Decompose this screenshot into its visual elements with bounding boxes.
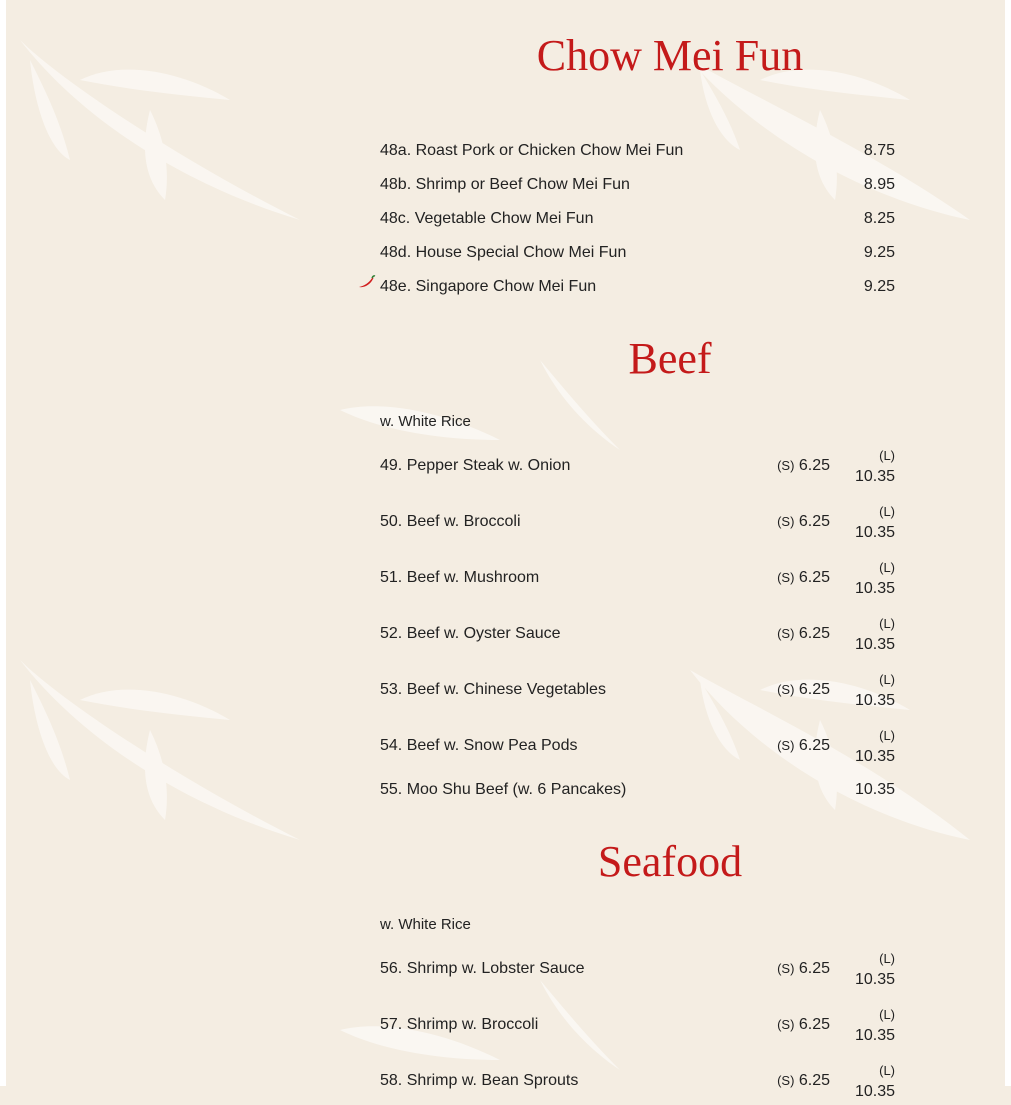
- large-price-group: [855, 949, 895, 991]
- large-size-label: (L): [879, 448, 895, 463]
- small-price-group: [777, 737, 830, 755]
- large-size-label: (L): [879, 728, 895, 743]
- section-title-seafood: Seafood: [597, 837, 743, 886]
- large-size-label: (L): [879, 504, 895, 519]
- large-price: 10.35: [854, 580, 895, 597]
- large-price: 10.35: [854, 1083, 895, 1100]
- large-price-group: [855, 726, 895, 768]
- menu-item[interactable]: [380, 558, 895, 602]
- chili-pepper-icon: [358, 274, 376, 290]
- item-name: 48d. House Special Chow Mei Fun: [380, 244, 627, 261]
- small-price: 6.25: [798, 737, 830, 754]
- menu-item[interactable]: [380, 949, 895, 993]
- large-price: 10.35: [854, 971, 895, 988]
- item-name: 51. Beef w. Mushroom: [380, 569, 540, 586]
- menu-item[interactable]: [380, 670, 895, 714]
- menu-item[interactable]: [380, 726, 895, 770]
- item-name: 52. Beef w. Oyster Sauce: [380, 625, 561, 642]
- large-price-group: [855, 1005, 895, 1047]
- large-price-group: [855, 502, 895, 544]
- item-price: 10.35: [854, 781, 895, 798]
- item-name: 53. Beef w. Chinese Vegetables: [380, 681, 606, 698]
- item-price: 8.25: [863, 210, 895, 227]
- menu-item[interactable]: [380, 1005, 895, 1049]
- small-price-group: [777, 625, 830, 643]
- large-price: 10.35: [854, 524, 895, 541]
- item-price: 9.25: [863, 278, 895, 295]
- item-name: 48c. Vegetable Chow Mei Fun: [380, 210, 594, 227]
- item-name: 58. Shrimp w. Bean Sprouts: [380, 1072, 579, 1089]
- small-price: 6.25: [798, 681, 830, 698]
- small-size-label: (S): [777, 738, 795, 753]
- large-price-group: [855, 1061, 895, 1103]
- small-size-label: (S): [777, 626, 795, 641]
- large-size-label: (L): [879, 1007, 895, 1022]
- small-size-label: (S): [777, 458, 795, 473]
- large-price: 10.35: [854, 1027, 895, 1044]
- item-name: 54. Beef w. Snow Pea Pods: [380, 737, 578, 754]
- small-price-group: [777, 569, 830, 587]
- small-price-group: [777, 513, 830, 531]
- large-price-group: [855, 446, 895, 488]
- section-title-chow-mei-fun: Chow Mei Fun: [536, 31, 804, 80]
- item-name: 48b. Shrimp or Beef Chow Mei Fun: [380, 176, 630, 193]
- small-price-group: [777, 960, 830, 978]
- item-price: 8.75: [863, 142, 895, 159]
- menu-item[interactable]: [380, 614, 895, 658]
- small-size-label: (S): [777, 1073, 795, 1088]
- item-name: 48e. Singapore Chow Mei Fun: [380, 278, 597, 295]
- item-name: 48a. Roast Pork or Chicken Chow Mei Fun: [380, 142, 684, 159]
- item-price: 8.95: [863, 176, 895, 193]
- leaf-cluster-bottom-left: [20, 660, 300, 840]
- large-price: 10.35: [854, 748, 895, 765]
- small-price: 6.25: [798, 1072, 830, 1089]
- large-size-label: (L): [879, 560, 895, 575]
- item-name: 57. Shrimp w. Broccoli: [380, 1016, 539, 1033]
- small-price: 6.25: [798, 513, 830, 530]
- item-name: 56. Shrimp w. Lobster Sauce: [380, 960, 585, 977]
- small-price: 6.25: [798, 625, 830, 642]
- large-price: 10.35: [854, 468, 895, 485]
- item-name: 55. Moo Shu Beef (w. 6 Pancakes): [380, 781, 627, 798]
- small-price: 6.25: [798, 569, 830, 586]
- small-size-label: (S): [777, 682, 795, 697]
- small-price-group: [777, 457, 830, 475]
- large-size-label: (L): [879, 616, 895, 631]
- large-size-label: (L): [879, 951, 895, 966]
- small-size-label: (S): [777, 570, 795, 585]
- section-title-beef: Beef: [628, 334, 712, 383]
- large-size-label: (L): [879, 672, 895, 687]
- menu-item[interactable]: [380, 502, 895, 546]
- large-size-label: (L): [879, 1063, 895, 1078]
- small-price-group: [777, 681, 830, 699]
- large-price-group: [855, 558, 895, 600]
- small-size-label: (S): [777, 961, 795, 976]
- section-note: w. White Rice: [380, 413, 471, 430]
- menu-item[interactable]: [380, 446, 895, 490]
- item-price: 9.25: [863, 244, 895, 261]
- small-price: 6.25: [798, 960, 830, 977]
- menu-item[interactable]: [380, 1061, 895, 1105]
- leaf-cluster-top-right: [690, 60, 970, 220]
- small-price: 6.25: [798, 457, 830, 474]
- large-price: 10.35: [854, 692, 895, 709]
- item-name: 50. Beef w. Broccoli: [380, 513, 521, 530]
- section-note: w. White Rice: [380, 916, 471, 933]
- small-price-group: [777, 1016, 830, 1034]
- item-name: 49. Pepper Steak w. Onion: [380, 457, 571, 474]
- large-price: 10.35: [854, 636, 895, 653]
- large-price-group: [855, 614, 895, 656]
- large-price-group: [855, 670, 895, 712]
- small-price: 6.25: [798, 1016, 830, 1033]
- small-size-label: (S): [777, 1017, 795, 1032]
- small-price-group: [777, 1072, 830, 1090]
- small-size-label: (S): [777, 514, 795, 529]
- leaf-cluster-top-left: [20, 40, 300, 220]
